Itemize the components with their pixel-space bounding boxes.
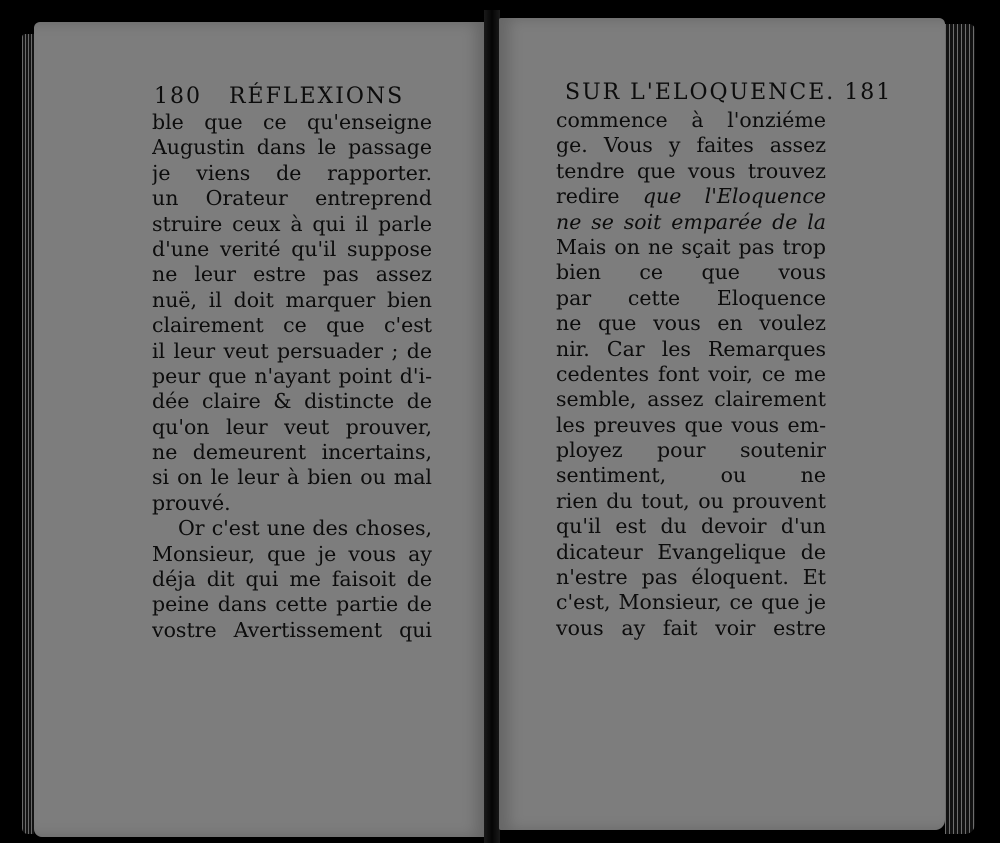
text-line: dicateur Evangelique de — [556, 539, 826, 564]
text-line: semble, assez clairement — [556, 387, 826, 412]
text-line: je viens de rapporter. — [152, 160, 432, 185]
right-page-edges — [945, 24, 975, 834]
right-running-title: SUR L'ELOQUENCE. — [565, 80, 836, 105]
text-line: ne leur estre pas assez — [152, 262, 432, 287]
text-line: peur que n'ayant point d'i- — [152, 363, 432, 388]
text-line: qu'il est du devoir d'un — [556, 514, 826, 539]
text-line: ge. Vous y faites assez — [556, 133, 826, 158]
text-line: déja dit qui me faisoit de — [152, 567, 432, 592]
right-page-number: 181 — [844, 80, 893, 105]
text-line: redire que l'Eloquence — [556, 184, 826, 209]
text-line: ne demeurent incertains, — [152, 440, 432, 465]
text-line: rien du tout, ou prouvent — [556, 488, 826, 513]
text-line: nuë, il doit marquer bien — [152, 287, 432, 312]
text-line: sentiment, ou ne — [556, 463, 826, 488]
text-line: commence à l'onziéme — [556, 108, 826, 132]
right-page-text — [556, 108, 826, 641]
text-line: n'estre pas éloquent. Et — [556, 565, 826, 590]
right-page — [499, 18, 945, 830]
text-line: c'est, Monsieur, ce que je — [556, 590, 826, 615]
text-line: clairement ce que c'est — [152, 313, 432, 338]
left-running-head — [154, 84, 404, 109]
text-line: Monsieur, que je vous ay — [152, 541, 432, 566]
text-line: qu'on leur veut prouver, — [152, 414, 432, 439]
left-page-text — [152, 110, 432, 643]
text-line: tendre que vous trouvez — [556, 158, 826, 183]
text-line: ployez pour soutenir — [556, 438, 826, 463]
text-line: struire ceux à qui il parle — [152, 211, 432, 236]
text-line: prouvé. — [152, 490, 231, 515]
book-gutter — [484, 10, 500, 843]
left-page-edges — [22, 34, 34, 834]
left-page-number: 180 — [154, 84, 202, 109]
left-running-title: RÉFLEXIONS — [228, 84, 405, 109]
text-line: Mais on ne sçait pas trop — [556, 234, 826, 259]
text-line: vous ay fait voir estre — [556, 615, 826, 640]
text-line: vostre Avertissement qui — [152, 617, 432, 642]
text-line: ble que ce qu'enseigne — [152, 110, 432, 134]
text-line: Augustin dans le passage — [152, 135, 432, 160]
text-line: cedentes font voir, ce me — [556, 361, 826, 386]
text-line: peine dans cette partie de — [152, 592, 432, 617]
text-line: les preuves que vous em- — [556, 412, 826, 437]
text-line: ne se soit emparée de la — [556, 209, 826, 234]
text-line: d'une verité qu'il suppose — [152, 236, 432, 261]
text-line: si on le leur à bien ou mal — [152, 465, 432, 490]
text-line: il leur veut persuader ; de — [152, 338, 432, 363]
text-line: ne que vous en voulez — [556, 311, 826, 336]
text-line: un Orateur entreprend — [152, 186, 432, 211]
text-line: par cette Eloquence — [556, 285, 826, 310]
right-running-head — [565, 80, 892, 105]
text-line: Or c'est une des choses, — [178, 516, 432, 541]
text-line: nir. Car les Remarques — [556, 336, 826, 361]
left-page — [34, 22, 486, 837]
text-line: dée claire & distincte de — [152, 389, 432, 414]
text-line: bien ce que vous — [556, 260, 826, 285]
